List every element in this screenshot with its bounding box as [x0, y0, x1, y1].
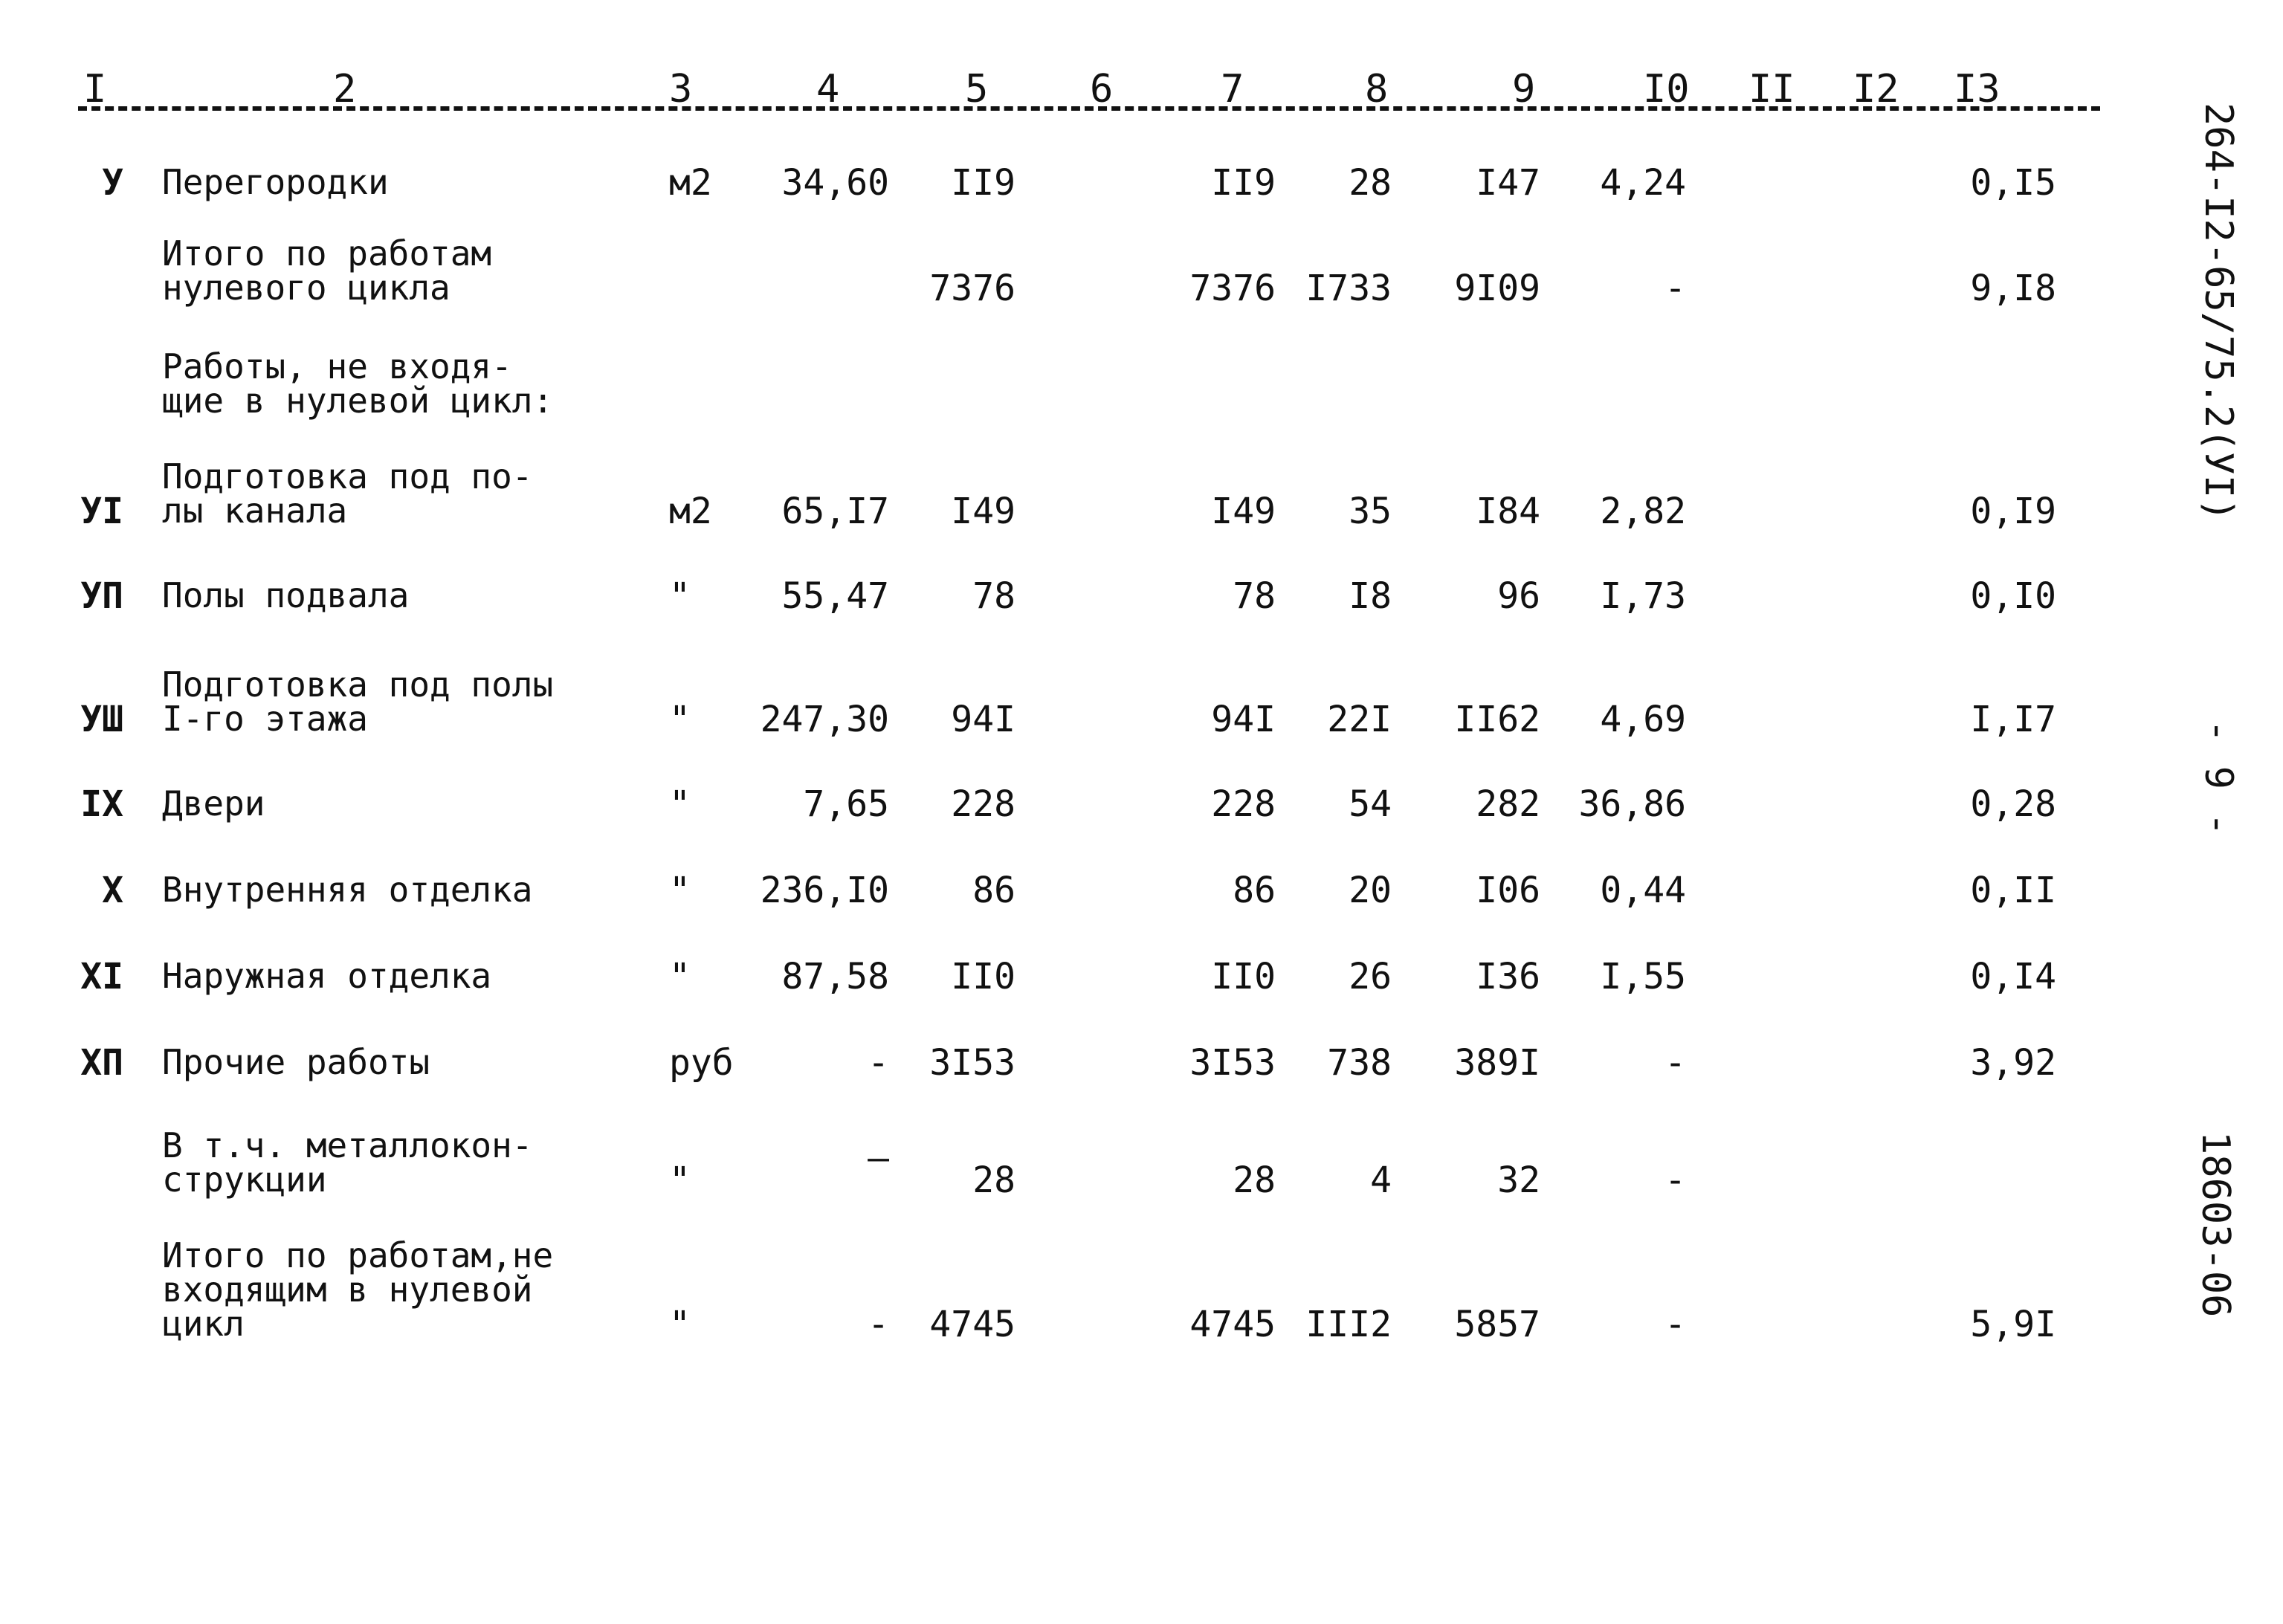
cost-col9-cell: I36 [1476, 956, 1540, 997]
work-name: Внутренняя отделка [162, 870, 533, 910]
cost-col8-cell: 20 [1349, 870, 1392, 911]
cost-col8-cell: 54 [1349, 783, 1392, 825]
column-header-6: 6 [1090, 67, 1114, 111]
cost-col10-cell: I,55 [1600, 956, 1686, 997]
unit-cell: " [669, 956, 691, 997]
work-name: Итого по работам нулевого цикла [162, 233, 492, 308]
unit-cell: руб [669, 1042, 734, 1084]
quantity-cell: 87,58 [781, 956, 889, 997]
cost-col5-cell: I49 [951, 491, 1015, 532]
cost-col13-cell: 0,I9 [1970, 491, 2056, 532]
cost-col5-cell: 86 [972, 870, 1015, 911]
column-header-5: 5 [965, 67, 989, 111]
unit-cell: м2 [669, 491, 712, 532]
page-number: - 9 - [2196, 719, 2241, 836]
work-name: Подготовка под по- лы канала [162, 456, 533, 531]
cost-col9-cell: 5857 [1454, 1304, 1540, 1345]
cost-col8-cell: III2 [1305, 1304, 1392, 1345]
row-number: X [102, 870, 123, 911]
column-header-7: 7 [1221, 67, 1244, 111]
cost-col9-cell: 32 [1497, 1159, 1540, 1201]
row-number: УI [80, 491, 123, 532]
quantity-cell: 65,I7 [781, 491, 889, 532]
column-header-10: I0 [1643, 67, 1690, 111]
unit-cell: м2 [669, 162, 712, 204]
row-number: У [102, 162, 123, 204]
cost-col8-cell: 22I [1327, 699, 1392, 740]
cost-col5-cell: 94I [951, 699, 1015, 740]
cost-col9-cell: II62 [1454, 699, 1540, 740]
quantity-cell: 34,60 [781, 162, 889, 204]
quantity-cell: 7,65 [803, 783, 889, 825]
column-header-3: 3 [669, 67, 693, 111]
unit-cell: " [669, 575, 691, 617]
cost-col13-cell: 3,92 [1970, 1042, 2056, 1084]
cost-col13-cell: 9,I8 [1970, 268, 2056, 309]
cost-col10-cell: 36,86 [1578, 783, 1686, 825]
work-name: Перегородки [162, 162, 389, 202]
cost-col5-cell: 4745 [929, 1304, 1015, 1345]
unit-cell: " [669, 870, 691, 911]
cost-col9-cell: I06 [1476, 870, 1540, 911]
cost-col7-cell: 3I53 [1189, 1042, 1276, 1084]
cost-col7-cell: 78 [1233, 575, 1276, 617]
column-header-11: II [1748, 67, 1795, 111]
quantity-cell: 247,30 [760, 699, 889, 740]
cost-col5-cell: II9 [951, 162, 1015, 204]
quantity-cell: - [868, 1042, 889, 1084]
column-header-1: I [83, 67, 107, 111]
cost-col7-cell: 7376 [1189, 268, 1276, 309]
row-number: XП [80, 1042, 123, 1084]
cost-col13-cell: 0,I4 [1970, 956, 2056, 997]
work-name: Подготовка под полы I-го этажа [162, 664, 554, 739]
column-header-8: 8 [1365, 67, 1389, 111]
cost-col5-cell: 78 [972, 575, 1015, 617]
work-name: Итого по работам,не входящим в нулевой цикл [162, 1235, 554, 1344]
unit-cell: " [669, 783, 691, 825]
cost-col10-cell: I,73 [1600, 575, 1686, 617]
quantity-cell: - [868, 1304, 889, 1345]
work-name: Работы, не входя- щие в нулевой цикл: [162, 346, 554, 421]
cost-col9-cell: 96 [1497, 575, 1540, 617]
cost-col7-cell: 94I [1211, 699, 1276, 740]
work-name: Прочие работы [162, 1042, 430, 1082]
cost-col7-cell: II0 [1211, 956, 1276, 997]
column-header-4: 4 [816, 67, 840, 111]
cost-col8-cell: 26 [1349, 956, 1392, 997]
quantity-cell: 236,I0 [760, 870, 889, 911]
row-number: УШ [80, 699, 123, 740]
column-header-9: 9 [1512, 67, 1536, 111]
cost-col10-cell: 4,69 [1600, 699, 1686, 740]
cost-col5-cell: 7376 [929, 268, 1015, 309]
quantity-cell: – [868, 1137, 889, 1179]
cost-col10-cell: - [1664, 1304, 1686, 1345]
column-header-13: I3 [1954, 67, 2001, 111]
cost-col10-cell: - [1664, 1159, 1686, 1201]
cost-col8-cell: I733 [1305, 268, 1392, 309]
cost-col10-cell: - [1664, 268, 1686, 309]
cost-col13-cell: 0,28 [1970, 783, 2056, 825]
row-number: УП [80, 575, 123, 617]
cost-col13-cell: 0,II [1970, 870, 2056, 911]
cost-col8-cell: 738 [1327, 1042, 1392, 1084]
unit-cell: " [669, 1159, 691, 1201]
cost-col7-cell: II9 [1211, 162, 1276, 204]
row-number: IX [80, 783, 123, 825]
quantity-cell: 55,47 [781, 575, 889, 617]
work-name: Полы подвала [162, 575, 410, 615]
work-name: Наружная отделка [162, 956, 492, 996]
cost-col10-cell: - [1664, 1042, 1686, 1084]
cost-col7-cell: 4745 [1189, 1304, 1276, 1345]
cost-col13-cell: 5,9I [1970, 1304, 2056, 1345]
cost-col7-cell: 228 [1211, 783, 1276, 825]
cost-col9-cell: I47 [1476, 162, 1540, 204]
cost-col7-cell: 28 [1233, 1159, 1276, 1201]
cost-col8-cell: I8 [1349, 575, 1392, 617]
column-header-2: 2 [333, 67, 357, 111]
cost-col13-cell: I,I7 [1970, 699, 2056, 740]
cost-col10-cell: 0,44 [1600, 870, 1686, 911]
cost-col5-cell: 3I53 [929, 1042, 1015, 1084]
cost-col8-cell: 4 [1370, 1159, 1392, 1201]
document-code: 264-I2-65/75.2(УI) [2196, 103, 2241, 522]
cost-col7-cell: 86 [1233, 870, 1276, 911]
unit-cell: " [669, 1304, 691, 1345]
header-dashed-rule [78, 106, 2100, 111]
cost-col8-cell: 35 [1349, 491, 1392, 532]
inventory-number: 18603-06 [2193, 1131, 2238, 1318]
cost-col13-cell: 0,I5 [1970, 162, 2056, 204]
unit-cell: " [669, 699, 691, 740]
cost-col5-cell: 28 [972, 1159, 1015, 1201]
cost-col13-cell: 0,I0 [1970, 575, 2056, 617]
cost-col10-cell: 2,82 [1600, 491, 1686, 532]
cost-col7-cell: I49 [1211, 491, 1276, 532]
row-number: XI [80, 956, 123, 997]
column-header-12: I2 [1853, 67, 1899, 111]
cost-col9-cell: 282 [1476, 783, 1540, 825]
work-name: В т.ч. металлокон- струкции [162, 1125, 533, 1200]
cost-col9-cell: I84 [1476, 491, 1540, 532]
work-name: Двери [162, 783, 265, 824]
cost-col9-cell: 9I09 [1454, 268, 1540, 309]
cost-col5-cell: II0 [951, 956, 1015, 997]
cost-col5-cell: 228 [951, 783, 1015, 825]
cost-col10-cell: 4,24 [1600, 162, 1686, 204]
cost-col9-cell: 389I [1454, 1042, 1540, 1084]
cost-col8-cell: 28 [1349, 162, 1392, 204]
